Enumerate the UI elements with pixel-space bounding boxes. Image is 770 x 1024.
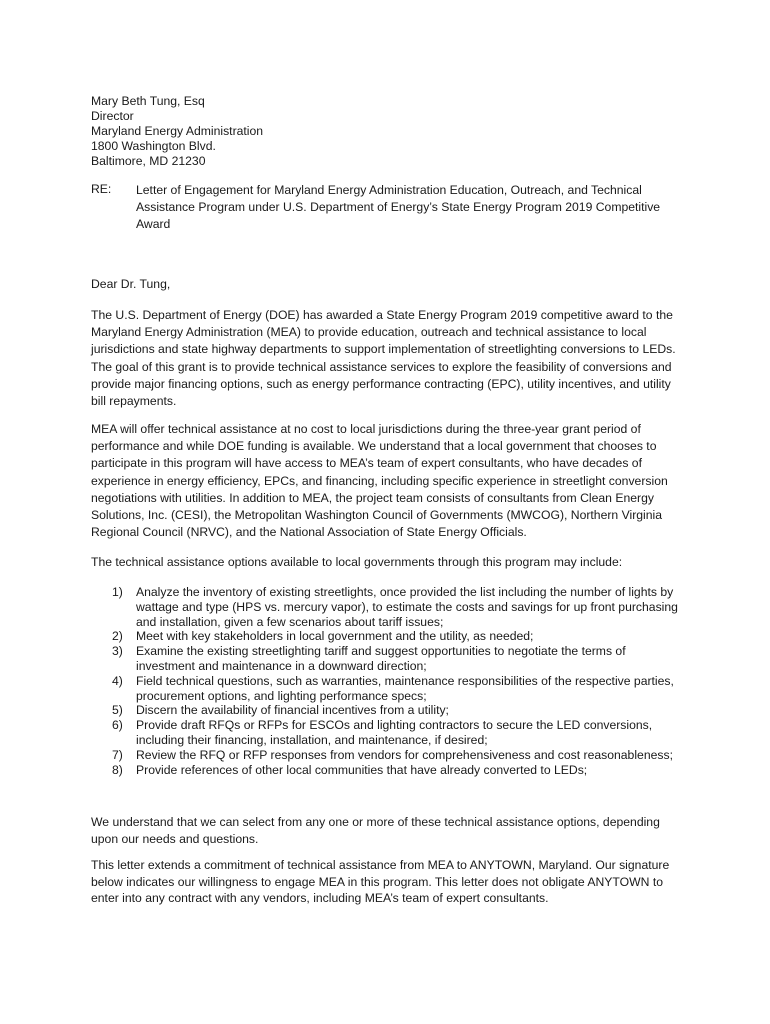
list-item	[91, 718, 691, 748]
subject-label: RE:	[91, 182, 112, 196]
recipient-city: Baltimore, MD 21230	[91, 154, 206, 168]
list-item-number: 4)	[112, 673, 123, 688]
assistance-options-list	[91, 585, 691, 777]
list-item	[91, 763, 691, 778]
body-paragraph-3: The technical assistance options available to local governments through this program may include:	[91, 555, 623, 569]
list-item-text: Analyze the inventory of existing streetlights, once provided the list including the number of lights by wattage and type (HPS vs. mercury vapor), to estimate the costs and savings for up front purchasing and installation, given a few scenarios about tariff issues;	[136, 585, 678, 629]
list-item-number: 8)	[112, 762, 123, 777]
list-item-text: Discern the availability of financial incentives from a utility;	[136, 703, 449, 718]
subject-text: Letter of Engagement for Maryland Energy Administration Education, Outreach, and Technical Assistance Program under U.S. Department of Energy’s State Energy Program 2019 Competitive Award	[136, 183, 661, 232]
closing-paragraph-1: We understand that we can select from any one or more of these technical assistance options, depending upon our needs and questions.	[91, 815, 660, 846]
recipient-organization: Maryland Energy Administration	[91, 124, 264, 138]
list-item	[91, 644, 691, 674]
closing-paragraph-2: This letter extends a commitment of technical assistance from MEA to ANYTOWN, Maryland. Our signature below indicates our willingness to engage MEA in this program. This letter does not obligate ANYTOWN to enter into any contract with any vendors, including MEA’s team of expert consultants.	[91, 858, 670, 905]
list-item	[91, 748, 691, 763]
list-item-text: Examine the existing streetlighting tariff and suggest opportunities to negotiate the terms of investment and maintenance in a downward direction;	[136, 644, 626, 673]
list-item-number: 1)	[112, 585, 123, 599]
list-item-text: Meet with key stakeholders in local government and the utility, as needed;	[136, 629, 534, 644]
list-item	[91, 703, 691, 718]
list-item-number: 7)	[112, 747, 123, 762]
recipient-title: Director	[91, 109, 134, 123]
list-item-text: Review the RFQ or RFP responses from vendors for comprehensiveness and cost reasonableness;	[136, 747, 673, 762]
salutation: Dear Dr. Tung,	[91, 277, 171, 291]
list-item	[91, 585, 691, 629]
list-item	[91, 629, 691, 644]
list-item	[91, 674, 691, 704]
list-item-text: Field technical questions, such as warranties, maintenance responsibilities of the respective parties, procurement options, and lighting performance specs;	[136, 673, 674, 703]
body-paragraph-1: The U.S. Department of Energy (DOE) has awarded a State Energy Program 2019 competitive award to the Maryland Energy Administration (MEA) to provide education, outreach and technical assistance to local jurisdictions and state highway departments to support implementation of streetlighting conversions to LEDs. The goal of this grant is to provide technical assistance services to explore the feasibility of conversions and provide major financing options, such as energy performance contracting (EPC), utility incentives, and utility bill repayments.	[91, 308, 676, 409]
list-item-number: 6)	[112, 718, 123, 733]
recipient-address	[91, 94, 263, 169]
body-paragraph-2: MEA will offer technical assistance at no cost to local jurisdictions during the three-year grant period of performance and while DOE funding is available. We understand that a local government that chooses to participate in this program will have access to MEA’s team of expert consultants, who have decades of experience in energy efficiency, EPCs, and financing, including specific experience in streetlight conversion negotiations with utilities. In addition to MEA, the project team consists of consultants from Clean Energy Solutions, Inc. (CESI), the Metropolitan Washington Council of Governments (MWCOG), Northern Virginia Regional Council (NRVC), and the National Association of State Energy Officials.	[91, 422, 668, 540]
list-item-text: Provide draft RFQs or RFPs for ESCOs and lighting contractors to secure the LED conversions, including their financing, installation, and maintenance, if desired;	[136, 718, 653, 747]
list-item-number: 5)	[112, 703, 123, 718]
list-item-number: 2)	[112, 629, 123, 644]
recipient-name: Mary Beth Tung, Esq	[91, 94, 205, 108]
list-item-text: Provide references of other local communities that have already converted to LEDs;	[136, 762, 588, 777]
list-item-number: 3)	[112, 644, 123, 659]
recipient-street: 1800 Washington Blvd.	[91, 139, 216, 153]
